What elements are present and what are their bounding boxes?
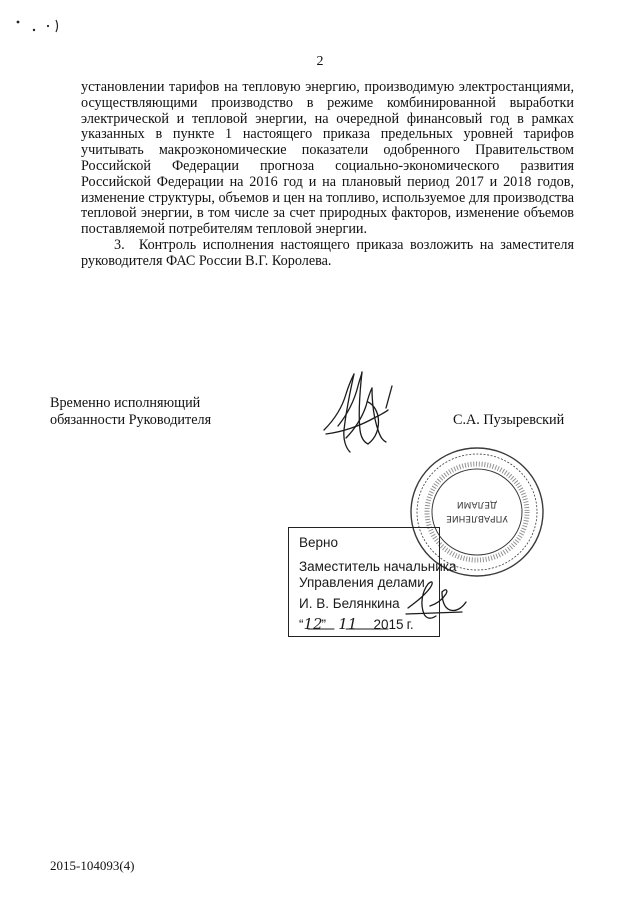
document-registration-number: 2015-104093(4) (50, 858, 135, 873)
date-month: 11 (338, 615, 358, 633)
page-number: 2 (316, 54, 324, 69)
date-year: 2015 (373, 617, 404, 632)
date-underline-icon (298, 606, 428, 634)
handwritten-signature-icon (316, 368, 402, 458)
date-day: 12 (303, 615, 323, 633)
signer-title (50, 395, 211, 429)
certification-position-line-2: Управления делами (299, 575, 425, 590)
date-open-quote: “ (299, 617, 304, 632)
certification-name: И. В. Белянкина (299, 596, 400, 611)
certification-verno: Верно (299, 535, 338, 550)
signer-title-line-1: Временно исполняющий (50, 395, 201, 411)
stamp-text-line-2: ДЕЛАМИ (456, 499, 498, 509)
paragraph-control-clause: 3. Контроль исполнения настоящего приказа возложить на заместителя руководителя ФАС России В.Г. Королева. (81, 236, 574, 269)
signer-name: С.А. Пузыревский (453, 412, 565, 428)
paragraph-tariff-conditions: установлении тарифов на тепловую энергию, производимую электростанциями, осуществляющими производство в режиме комбинированной выработки электрической и тепловой энергии, на очередной финансовый год в рамках указанных в пункте 1 настоящего приказа предельных уровней тарифов учитывать макроэкономические показатели одобренного Правительством Российской Федерации прогноза социально-экономического развития Российской Федерации на 2016 год и на плановый период 2017 и 2018 годов, изменение структуры, объемов и цен на топливо, используемое для производства тепловой энергии, в том числе за счет природных факторов, изменение объемов поставляемой потребителям тепловой энергии. (81, 79, 574, 238)
stamp-text-line-1: УПРАВЛЕНИЕ (446, 513, 508, 523)
certification-position-line-1: Заместитель начальника (299, 559, 457, 574)
signer-title-line-2: обязанности Руководителя (50, 412, 212, 428)
scan-marks-icon (12, 14, 68, 42)
document-body (81, 80, 574, 270)
date-close-quote: ” (321, 617, 326, 632)
date-suffix: г. (406, 617, 414, 632)
